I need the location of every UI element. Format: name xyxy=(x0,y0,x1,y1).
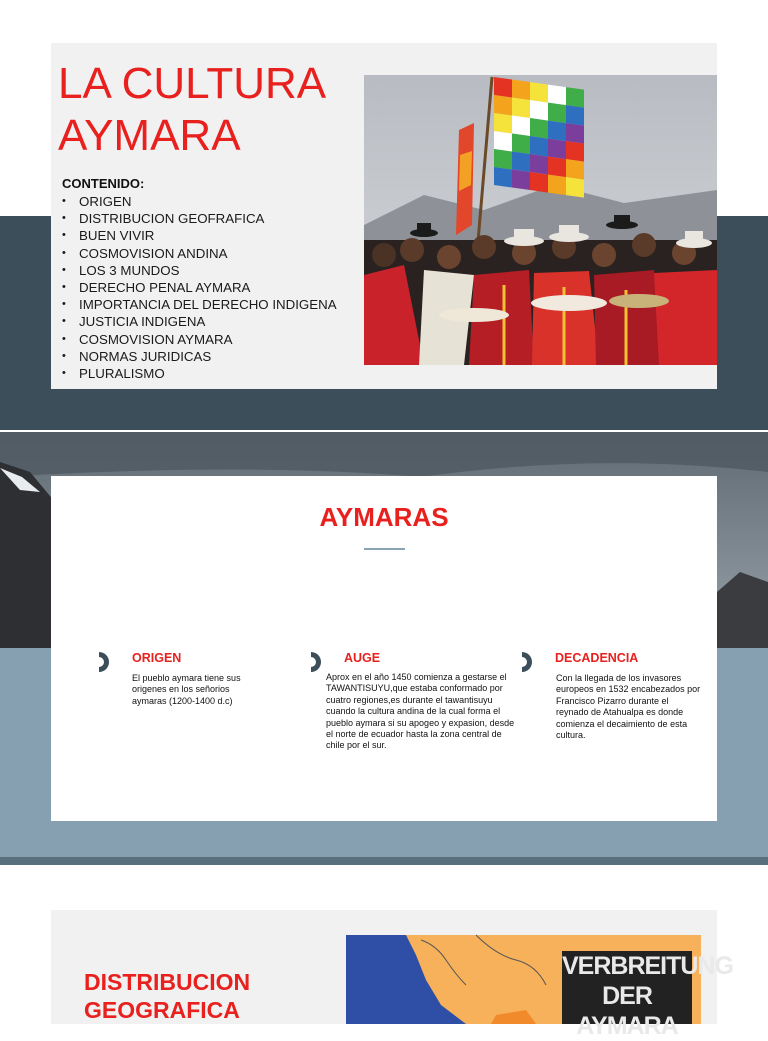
slide3-title xyxy=(84,968,250,1024)
column-text-decadencia: Con la llegada de los invasores europeos en 1532 encabezados por Francisco Pizarro durante el reynado de Atahualpa es donde comienza el decaimiento de esta cultura. xyxy=(556,673,701,741)
title-divider xyxy=(364,548,405,550)
half-circle-icon xyxy=(520,650,534,674)
list-item: • COSMOVISION AYMARA xyxy=(62,331,337,348)
slide3-title-line1: DISTRIBUCION xyxy=(84,969,251,995)
map-label xyxy=(562,951,733,1040)
list-item: • LOS 3 MUNDOS xyxy=(62,262,337,279)
list-item: • DISTRIBUCION GEOFRAFICA xyxy=(62,210,337,227)
list-item: • COSMOVISION ANDINA xyxy=(62,245,337,262)
column-heading-decadencia: DECADENCIA xyxy=(555,651,639,665)
list-item: • IMPORTANCIA DEL DERECHO INDIGENA xyxy=(62,296,337,313)
list-item: • DERECHO PENAL AYMARA xyxy=(62,279,337,296)
list-item: • NORMAS JURIDICAS xyxy=(62,348,337,365)
map-label-line2: DER AYMARA xyxy=(576,982,678,1040)
list-item: • JUSTICIA INDIGENA xyxy=(62,313,337,330)
half-circle-icon xyxy=(309,650,323,674)
slide1-title-line2: AYMARA xyxy=(58,111,241,160)
list-item: • BUEN VIVIR xyxy=(62,227,337,244)
slide3-title-line2: GEOGRAFICA xyxy=(84,997,240,1023)
slide1-title xyxy=(58,58,368,162)
column-text-auge: Aprox en el año 1450 comienza a gestarse el TAWANTISUYU,que estaba conformado por cuatro regiones,es durante el tawantisuyu cuando la cultura andina de la cual forma el pueblo aymara si su apogeo y expasion, desde el norte de ecuador hasta la zona central de chile por el sur. xyxy=(326,672,515,751)
slide1-title-line1: LA CULTURA xyxy=(58,59,327,108)
list-item: • PLURALISMO xyxy=(62,365,337,382)
contents-list xyxy=(62,193,337,382)
half-circle-icon xyxy=(97,650,111,674)
list-item: • ORIGEN xyxy=(62,193,337,210)
column-heading-auge: AUGE xyxy=(344,651,381,665)
column-heading-origen: ORIGEN xyxy=(132,651,182,665)
slide2-title: AYMARAS xyxy=(319,502,449,532)
aymara-festival-photo xyxy=(364,75,717,365)
contents-label: CONTENIDO: xyxy=(62,176,145,191)
map-label-line1: VERBREITUNG xyxy=(562,952,733,980)
column-text-origen: El pueblo aymara tiene sus origenes en los señorios aymaras (1200-1400 d.c) xyxy=(132,673,241,706)
